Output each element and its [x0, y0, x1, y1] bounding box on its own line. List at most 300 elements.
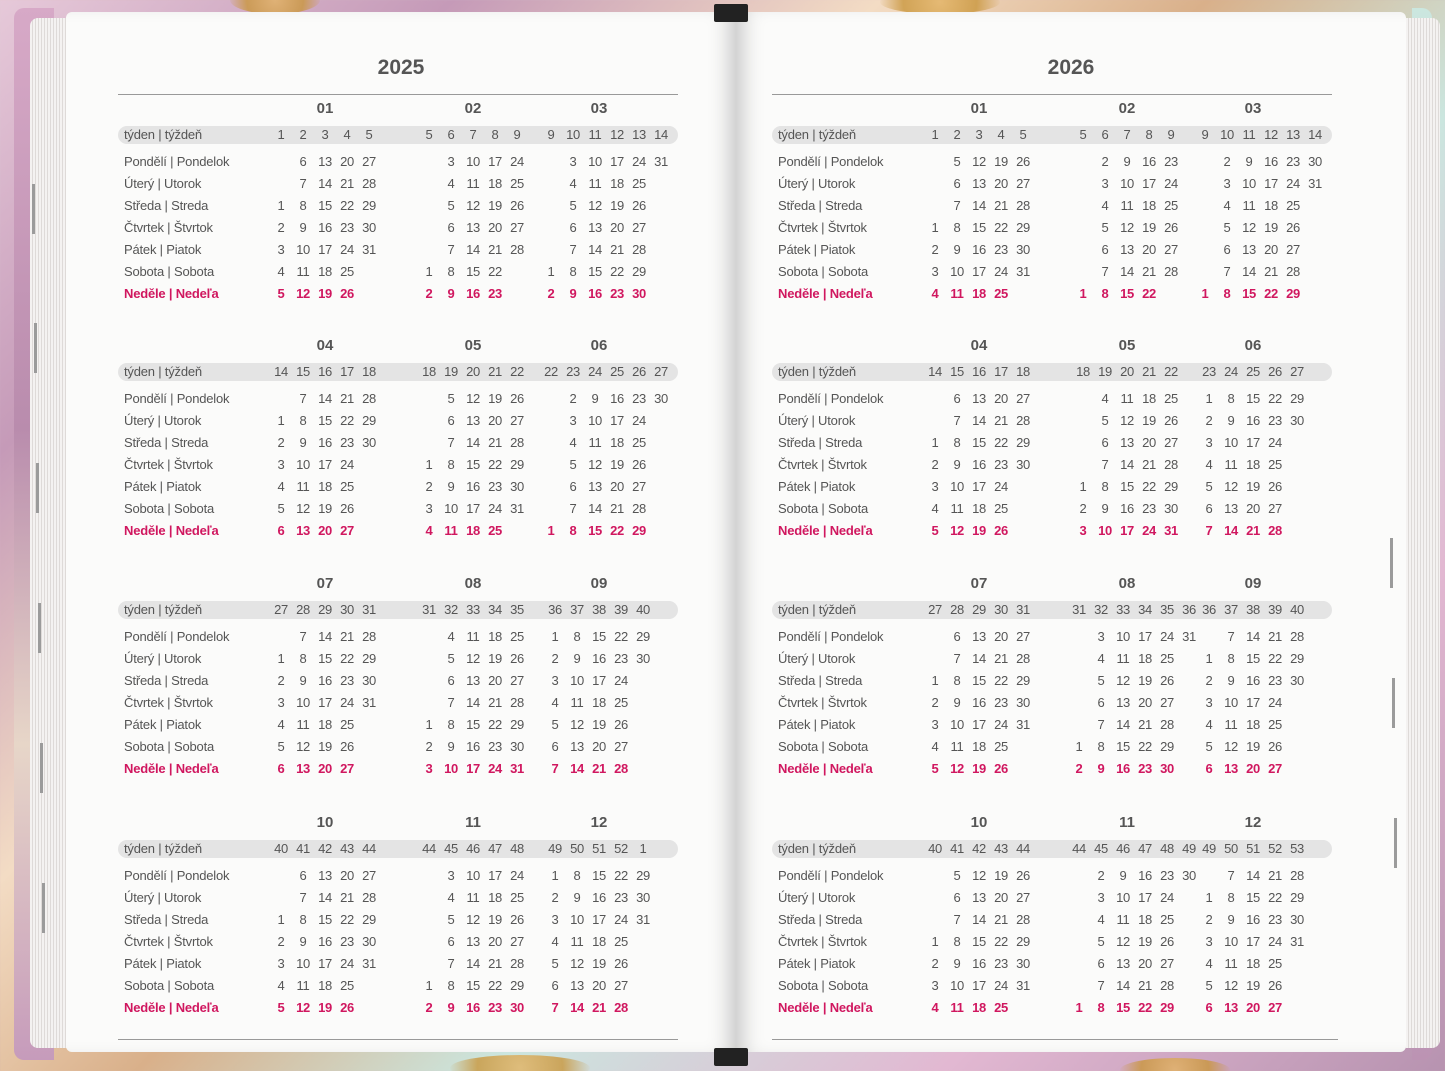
day-number: 6	[953, 890, 961, 905]
day-number: 9	[591, 391, 599, 406]
day-number: 20	[610, 479, 624, 494]
day-number: 11	[296, 717, 310, 732]
week-number: 48	[1160, 841, 1174, 856]
day-number: 31	[1290, 934, 1304, 949]
week-number: 35	[510, 602, 524, 617]
day-number: 31	[1308, 176, 1322, 191]
day-number: 30	[510, 1000, 524, 1015]
week-number: 23	[1202, 364, 1216, 379]
day-number: 20	[488, 413, 502, 428]
day-number: 18	[1264, 198, 1278, 213]
day-number: 8	[1223, 286, 1231, 301]
day-number: 29	[632, 523, 646, 538]
day-number: 16	[1246, 912, 1260, 927]
day-number: 10	[1098, 523, 1112, 538]
day-number: 25	[1160, 912, 1174, 927]
day-number: 22	[1142, 286, 1156, 301]
day-number: 26	[1016, 868, 1030, 883]
day-number: 19	[1142, 413, 1156, 428]
index-tab-mark	[32, 184, 35, 234]
day-number: 10	[950, 717, 964, 732]
page-edges-left	[30, 18, 70, 1048]
week-number: 40	[1290, 602, 1304, 617]
week-number: 52	[1268, 841, 1282, 856]
day-number: 17	[1142, 176, 1156, 191]
day-number: 16	[466, 1000, 480, 1015]
weekday-label: Sobota | Sobota	[778, 264, 869, 279]
week-number: 51	[592, 841, 606, 856]
day-number: 29	[362, 651, 376, 666]
day-number: 24	[1160, 629, 1174, 644]
day-number: 7	[569, 242, 577, 257]
day-number: 18	[488, 629, 502, 644]
day-number: 25	[1286, 198, 1300, 213]
day-number: 28	[1016, 413, 1030, 428]
day-number: 6	[277, 523, 285, 538]
day-number: 11	[466, 176, 480, 191]
day-number: 25	[614, 934, 628, 949]
day-number: 18	[318, 479, 332, 494]
week-number: 51	[1246, 841, 1260, 856]
week-label: týden | týždeň	[124, 602, 202, 617]
day-number: 14	[972, 413, 986, 428]
day-number: 25	[1268, 457, 1282, 472]
day-number: 2	[425, 1000, 433, 1015]
day-number: 26	[614, 717, 628, 732]
day-number: 24	[994, 479, 1008, 494]
week-number: 49	[548, 841, 562, 856]
week-number: 49	[1202, 841, 1216, 856]
day-number: 16	[466, 286, 480, 301]
month-number: 11	[1119, 814, 1135, 831]
week-number: 5	[425, 127, 433, 142]
index-tab-mark	[1392, 678, 1395, 728]
weekday-label: Sobota | Sobota	[778, 739, 869, 754]
day-number: 20	[340, 868, 354, 883]
day-number: 8	[953, 220, 961, 235]
day-number: 28	[510, 435, 524, 450]
weekday-label: Pondělí | Pondelok	[778, 629, 884, 644]
day-number: 25	[340, 717, 354, 732]
day-number: 26	[340, 286, 354, 301]
day-number: 9	[569, 286, 577, 301]
index-tab-mark	[40, 743, 43, 793]
day-number: 28	[1290, 868, 1304, 883]
day-number: 28	[362, 391, 376, 406]
day-number: 2	[1101, 154, 1109, 169]
open-planner	[14, 8, 1432, 1060]
day-number: 23	[1268, 912, 1282, 927]
day-number: 21	[1142, 264, 1156, 279]
day-number: 15	[592, 868, 606, 883]
day-number: 21	[592, 1000, 606, 1015]
day-number: 10	[1242, 176, 1256, 191]
day-number: 7	[569, 501, 577, 516]
day-number: 1	[931, 435, 939, 450]
day-number: 25	[1164, 198, 1178, 213]
day-number: 1	[1201, 286, 1209, 301]
week-number: 29	[318, 602, 332, 617]
day-number: 22	[994, 934, 1008, 949]
day-number: 15	[1246, 391, 1260, 406]
day-number: 29	[1290, 391, 1304, 406]
day-number: 2	[1223, 154, 1231, 169]
day-number: 20	[1142, 242, 1156, 257]
day-number: 29	[510, 978, 524, 993]
day-number: 1	[277, 413, 285, 428]
day-number: 19	[972, 761, 986, 776]
day-number: 29	[510, 457, 524, 472]
day-number: 20	[994, 391, 1008, 406]
day-number: 24	[1164, 176, 1178, 191]
day-number: 15	[466, 978, 480, 993]
day-number: 29	[1016, 220, 1030, 235]
weekday-label: Čtvrtek | Štvrtok	[778, 934, 867, 949]
day-number: 18	[610, 435, 624, 450]
day-number: 15	[466, 717, 480, 732]
week-number: 21	[1142, 364, 1156, 379]
day-number: 10	[466, 868, 480, 883]
day-number: 11	[1224, 457, 1238, 472]
day-number: 12	[570, 956, 584, 971]
day-number: 14	[1120, 457, 1134, 472]
week-number: 16	[972, 364, 986, 379]
week-number: 24	[1224, 364, 1238, 379]
day-number: 8	[447, 717, 455, 732]
day-number: 23	[340, 934, 354, 949]
day-number: 24	[340, 457, 354, 472]
day-number: 2	[551, 651, 559, 666]
weekday-label: Neděle | Nedeľa	[124, 1000, 219, 1015]
week-number: 21	[488, 364, 502, 379]
day-number: 24	[340, 242, 354, 257]
day-number: 20	[318, 523, 332, 538]
week-number: 20	[466, 364, 480, 379]
day-number: 20	[1138, 695, 1152, 710]
day-number: 5	[931, 761, 939, 776]
day-number: 1	[1205, 890, 1213, 905]
day-number: 8	[1101, 479, 1109, 494]
day-number: 16	[318, 435, 332, 450]
day-number: 12	[1120, 413, 1134, 428]
day-number: 14	[588, 242, 602, 257]
week-label: týden | týždeň	[124, 127, 202, 142]
week-label: týden | týždeň	[778, 602, 856, 617]
day-number: 7	[551, 761, 559, 776]
week-number: 10	[1220, 127, 1234, 142]
week-number: 20	[1120, 364, 1134, 379]
weekday-label: Pondělí | Pondelok	[778, 868, 884, 883]
week-number: 27	[654, 364, 668, 379]
week-number: 33	[1116, 602, 1130, 617]
day-number: 5	[1205, 978, 1213, 993]
day-number: 4	[1097, 651, 1105, 666]
day-number: 14	[318, 391, 332, 406]
day-number: 7	[299, 890, 307, 905]
day-number: 17	[1120, 523, 1134, 538]
day-number: 31	[1016, 264, 1030, 279]
weekday-label: Čtvrtek | Štvrtok	[778, 220, 867, 235]
day-number: 11	[1224, 956, 1238, 971]
week-number: 34	[1138, 602, 1152, 617]
month-number: 09	[590, 575, 608, 592]
day-number: 25	[994, 739, 1008, 754]
day-number: 23	[614, 651, 628, 666]
day-number: 4	[1223, 198, 1231, 213]
day-number: 18	[318, 978, 332, 993]
day-number: 5	[277, 1000, 285, 1015]
day-number: 11	[588, 435, 602, 450]
day-number: 13	[1120, 435, 1134, 450]
day-number: 27	[362, 868, 376, 883]
day-number: 5	[277, 501, 285, 516]
weekday-label: Pondělí | Pondelok	[124, 154, 230, 169]
weekday-label: Středa | Streda	[778, 198, 863, 213]
day-number: 6	[1097, 695, 1105, 710]
day-number: 11	[1120, 198, 1134, 213]
day-number: 7	[953, 912, 961, 927]
week-number: 27	[928, 602, 942, 617]
day-number: 3	[447, 868, 455, 883]
day-number: 7	[953, 413, 961, 428]
day-number: 8	[1097, 1000, 1105, 1015]
week-number: 16	[318, 364, 332, 379]
day-number: 2	[1205, 912, 1213, 927]
day-number: 15	[972, 673, 986, 688]
day-number: 27	[632, 479, 646, 494]
weekday-label: Neděle | Nedeľa	[778, 286, 873, 301]
day-number: 31	[362, 956, 376, 971]
week-number: 12	[1264, 127, 1278, 142]
week-label: týden | týždeň	[778, 364, 856, 379]
day-number: 18	[488, 890, 502, 905]
day-number: 21	[340, 890, 354, 905]
day-number: 19	[1264, 220, 1278, 235]
day-number: 11	[950, 1000, 964, 1015]
day-number: 16	[588, 286, 602, 301]
week-number: 39	[1268, 602, 1282, 617]
day-number: 19	[592, 717, 606, 732]
day-number: 18	[972, 739, 986, 754]
day-number: 14	[588, 501, 602, 516]
day-number: 28	[1164, 264, 1178, 279]
week-number: 37	[570, 602, 584, 617]
day-number: 20	[1142, 435, 1156, 450]
day-number: 8	[569, 523, 577, 538]
week-number: 2	[299, 127, 307, 142]
weekday-label: Čtvrtek | Štvrtok	[124, 934, 213, 949]
day-number: 30	[1308, 154, 1322, 169]
day-number: 18	[488, 176, 502, 191]
day-number: 16	[592, 651, 606, 666]
day-number: 13	[466, 934, 480, 949]
day-number: 1	[425, 978, 433, 993]
day-number: 25	[510, 176, 524, 191]
day-number: 9	[1119, 868, 1127, 883]
month-number: 12	[590, 814, 608, 831]
day-number: 30	[636, 651, 650, 666]
day-number: 15	[318, 198, 332, 213]
day-number: 11	[570, 934, 584, 949]
day-number: 6	[277, 761, 285, 776]
day-number: 21	[1246, 523, 1260, 538]
month-number: 04	[970, 337, 988, 354]
weekday-label: Úterý | Utorok	[778, 651, 856, 666]
quarter-block	[118, 337, 678, 547]
week-number: 9	[513, 127, 521, 142]
day-number: 10	[1224, 934, 1238, 949]
day-number: 28	[510, 242, 524, 257]
day-number: 13	[972, 391, 986, 406]
day-number: 27	[510, 413, 524, 428]
day-number: 31	[1182, 629, 1196, 644]
weekday-label: Neděle | Nedeľa	[778, 1000, 873, 1015]
week-number: 40	[928, 841, 942, 856]
weekday-label: Pondělí | Pondelok	[124, 629, 230, 644]
day-number: 22	[1264, 286, 1278, 301]
day-number: 6	[1205, 501, 1213, 516]
day-number: 24	[632, 154, 646, 169]
day-number: 19	[488, 391, 502, 406]
day-number: 3	[277, 956, 285, 971]
day-number: 24	[488, 761, 502, 776]
week-number: 53	[1290, 841, 1304, 856]
day-number: 4	[447, 890, 455, 905]
day-number: 13	[1116, 956, 1130, 971]
day-number: 3	[425, 761, 433, 776]
day-number: 20	[994, 176, 1008, 191]
day-number: 4	[551, 934, 559, 949]
day-number: 18	[1142, 198, 1156, 213]
weekday-label: Pátek | Piatok	[124, 717, 202, 732]
day-number: 16	[610, 391, 624, 406]
week-number: 31	[362, 602, 376, 617]
day-number: 23	[1138, 761, 1152, 776]
day-number: 18	[592, 934, 606, 949]
day-number: 10	[444, 501, 458, 516]
week-number: 44	[1016, 841, 1030, 856]
day-number: 17	[610, 413, 624, 428]
day-number: 30	[654, 391, 668, 406]
day-number: 8	[447, 978, 455, 993]
day-number: 29	[362, 198, 376, 213]
day-number: 9	[573, 890, 581, 905]
day-number: 16	[972, 695, 986, 710]
day-number: 17	[466, 761, 480, 776]
week-number: 44	[1072, 841, 1086, 856]
day-number: 6	[569, 479, 577, 494]
day-number: 28	[1164, 457, 1178, 472]
week-number: 1	[277, 127, 285, 142]
day-number: 13	[1116, 695, 1130, 710]
week-number: 8	[1145, 127, 1153, 142]
day-number: 26	[1016, 154, 1030, 169]
day-number: 23	[994, 242, 1008, 257]
day-number: 29	[1286, 286, 1300, 301]
day-number: 17	[466, 501, 480, 516]
day-number: 28	[632, 501, 646, 516]
day-number: 10	[444, 761, 458, 776]
day-number: 9	[953, 695, 961, 710]
day-number: 16	[318, 220, 332, 235]
day-number: 29	[510, 717, 524, 732]
day-number: 27	[510, 934, 524, 949]
week-label: týden | týždeň	[778, 127, 856, 142]
day-number: 12	[296, 501, 310, 516]
day-number: 6	[1101, 242, 1109, 257]
day-number: 10	[466, 154, 480, 169]
day-number: 6	[447, 413, 455, 428]
day-number: 21	[488, 435, 502, 450]
month-number: 09	[1244, 575, 1262, 592]
day-number: 9	[447, 286, 455, 301]
day-number: 16	[972, 457, 986, 472]
day-number: 21	[1142, 457, 1156, 472]
day-number: 12	[466, 912, 480, 927]
day-number: 19	[1138, 673, 1152, 688]
week-number: 7	[1123, 127, 1131, 142]
day-number: 29	[1160, 739, 1174, 754]
day-number: 17	[972, 264, 986, 279]
day-number: 3	[931, 479, 939, 494]
day-number: 30	[632, 286, 646, 301]
week-label: týden | týždeň	[124, 841, 202, 856]
day-number: 6	[551, 978, 559, 993]
day-number: 8	[299, 413, 307, 428]
day-number: 6	[953, 629, 961, 644]
day-number: 16	[1246, 673, 1260, 688]
day-number: 18	[972, 286, 986, 301]
day-number: 9	[953, 457, 961, 472]
day-number: 17	[1246, 695, 1260, 710]
day-number: 27	[510, 673, 524, 688]
day-number: 20	[1246, 761, 1260, 776]
day-number: 6	[447, 220, 455, 235]
index-tab-mark	[1390, 538, 1393, 588]
day-number: 24	[1268, 695, 1282, 710]
day-number: 12	[950, 523, 964, 538]
day-number: 10	[950, 978, 964, 993]
day-number: 22	[1268, 391, 1282, 406]
week-number: 32	[1094, 602, 1108, 617]
day-number: 26	[1164, 413, 1178, 428]
day-number: 29	[1016, 435, 1030, 450]
week-number: 26	[1268, 364, 1282, 379]
week-number: 36	[1182, 602, 1196, 617]
day-number: 4	[447, 176, 455, 191]
day-number: 9	[953, 242, 961, 257]
day-number: 7	[299, 176, 307, 191]
day-number: 12	[588, 198, 602, 213]
day-number: 27	[1016, 176, 1030, 191]
weekday-label: Sobota | Sobota	[124, 978, 215, 993]
day-number: 19	[1142, 220, 1156, 235]
day-number: 4	[931, 739, 939, 754]
day-number: 10	[1116, 890, 1130, 905]
week-number: 1	[639, 841, 647, 856]
weekday-label: Čtvrtek | Štvrtok	[124, 457, 213, 472]
day-number: 2	[569, 391, 577, 406]
index-tab-mark	[1394, 818, 1397, 868]
day-number: 2	[1079, 501, 1087, 516]
day-number: 8	[573, 629, 581, 644]
day-number: 8	[299, 912, 307, 927]
quarter-block	[118, 100, 678, 310]
day-number: 26	[510, 198, 524, 213]
day-number: 11	[950, 501, 964, 516]
day-number: 28	[1016, 912, 1030, 927]
day-number: 13	[570, 978, 584, 993]
